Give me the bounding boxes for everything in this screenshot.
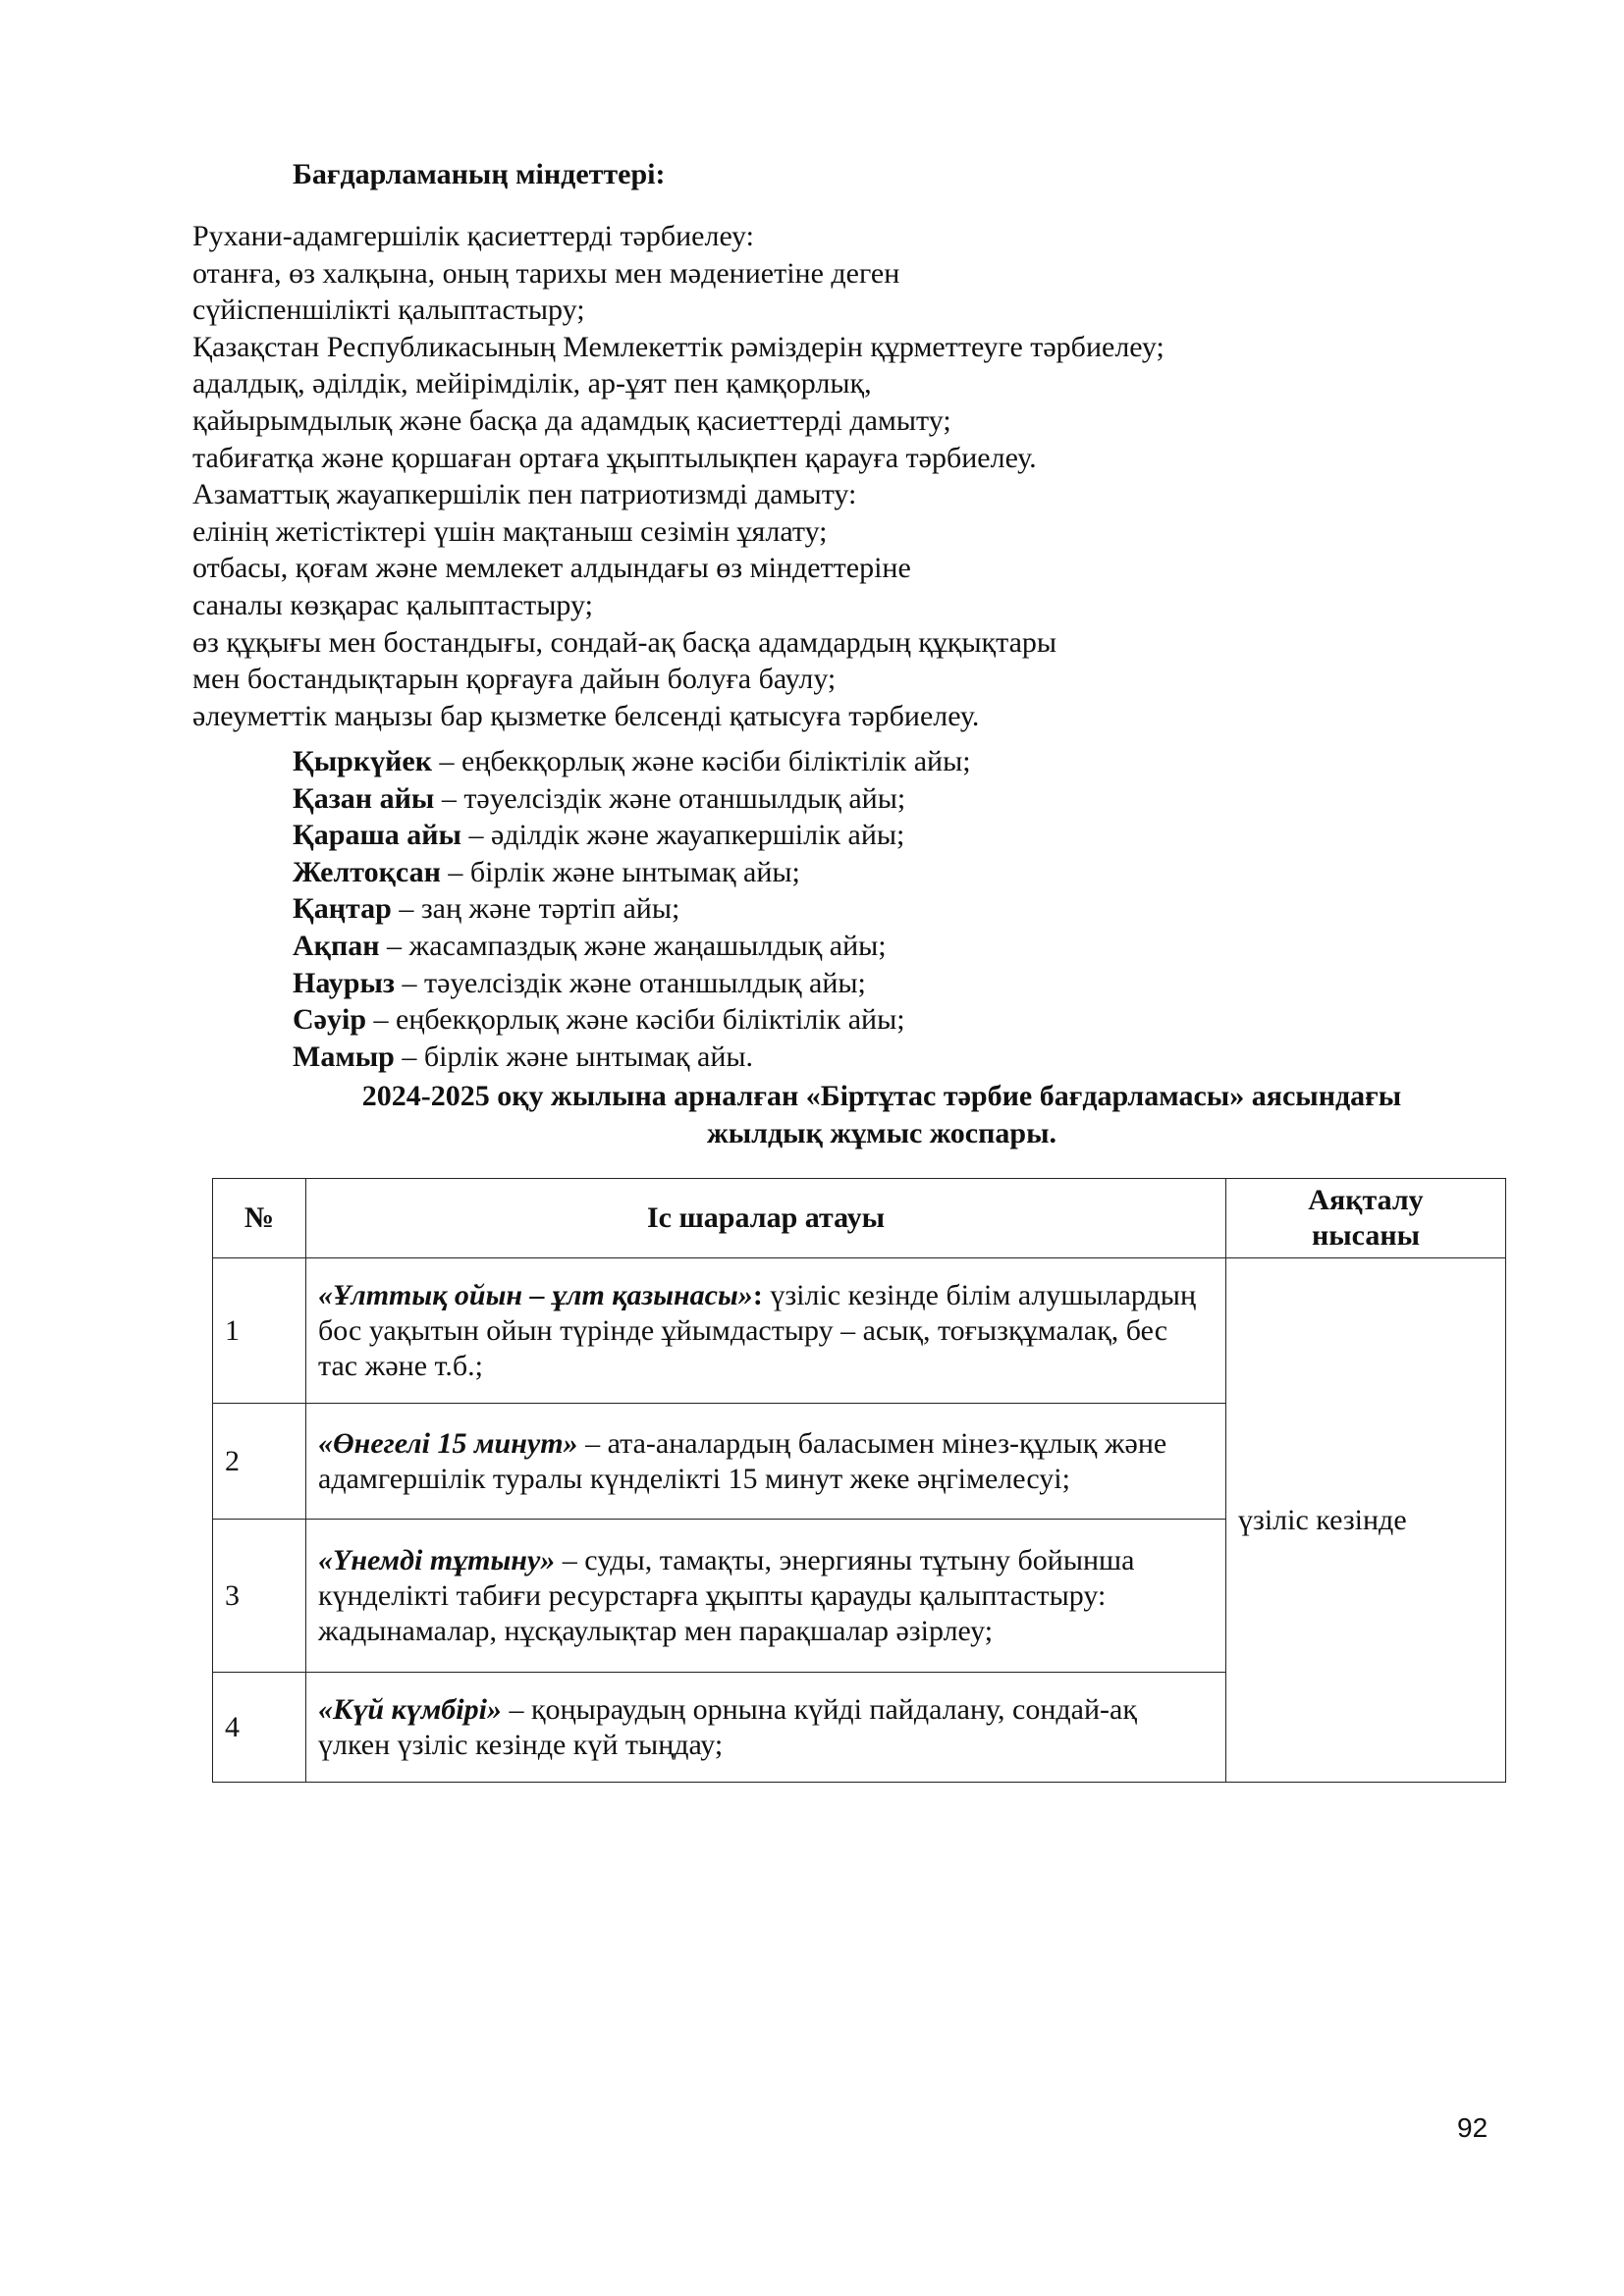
month-name: Қыркүйек (293, 745, 433, 777)
header-completion-form (1226, 1179, 1506, 1258)
event-separator: : (752, 1278, 771, 1311)
month-name: Сәуір (293, 1003, 366, 1037)
month-item (293, 890, 971, 928)
months-list (293, 743, 971, 1075)
event-cell (306, 1404, 1226, 1520)
tasks-heading: Бағдарламаның міндеттері: (293, 158, 666, 190)
event-title: «Үнемді тұтыну» (318, 1543, 556, 1576)
tasks-line: өз құқығы мен бостандығы, сондай-ақ басқа адамдардың құқықтары (192, 625, 1057, 659)
row-number: 2 (213, 1404, 306, 1520)
month-description: – әділдік және жауапкершілік айы; (460, 819, 905, 852)
month-description: – жасампаздық және жаңашылдық айы; (379, 929, 887, 962)
event-separator: – (555, 1543, 585, 1576)
month-item (293, 1039, 971, 1076)
event-cell (306, 1520, 1226, 1673)
page-number: 92 (1457, 2112, 1489, 2143)
month-description: – еңбекқорлық және кәсіби біліктілік айы; (432, 745, 971, 777)
event-description: суды, тамақты, энергияны тұтыну бойынша күнделікті табиғи ресурстарға ұқыпты қарауды қалыптастыру: жадынамалар, нұсқаулықтар мен парақшалар әзірлеу; (318, 1543, 1135, 1647)
event-description: ата-аналардың баласымен мінез-құлық және адамгершілік туралы күнделікті 15 минут жеке әңгімелесуі; (318, 1426, 1167, 1495)
event-title: «Күй күмбірі» (318, 1692, 502, 1726)
completion-form-cell: үзіліс кезінде (1226, 1258, 1506, 1783)
month-item (293, 928, 971, 965)
table-row (213, 1258, 1506, 1404)
header-number: № (213, 1179, 306, 1258)
event-title: «Өнегелі 15 минут» (318, 1426, 578, 1460)
month-item (293, 780, 971, 818)
month-name: Мамыр (293, 1040, 395, 1073)
tasks-line: сүйіспеншілікті қалыптастыру; (192, 294, 585, 327)
header-completion-form-line: нысаны (1311, 1219, 1421, 1252)
plan-title (293, 1078, 1471, 1152)
month-name: Қараша айы (293, 819, 461, 852)
event-cell (306, 1673, 1226, 1783)
tasks-line: мен бостандықтарын қорғауға дайын болуға баулу; (192, 663, 837, 696)
month-description: – тәуелсіздік және отаншылдық айы; (394, 966, 866, 999)
tasks-line: Қазақстан Республикасының Мемлекеттік рәміздерін құрметтеуге тәрбиелеу; (192, 330, 1164, 363)
tasks-line: отанға, өз халқына, оның тарихы мен мәдениетіне деген (192, 256, 900, 290)
month-item (293, 743, 971, 780)
tasks-line: елінің жетістіктері үшін мақтаныш сезімін ұялату; (192, 514, 828, 548)
tasks-line: Рухани-адамгершілік қасиеттерді тәрбиелеу: (192, 220, 754, 252)
row-number: 1 (213, 1258, 306, 1404)
month-name: Қазан айы (293, 781, 435, 815)
tasks-line: отбасы, қоғам және мемлекет алдындағы өз міндеттеріне (192, 552, 911, 585)
month-item (293, 965, 971, 1002)
event-cell (306, 1258, 1226, 1404)
month-item (293, 1001, 971, 1039)
tasks-line: қайырымдылық және басқа да адамдық қасиеттерді дамыту; (192, 403, 951, 437)
month-name: Қаңтар (293, 892, 392, 926)
month-name: Желтоқсан (293, 855, 441, 888)
tasks-line: адалдық, әділдік, мейірімділік, ар-ұят пен қамқорлық, (192, 367, 872, 400)
header-event-name: Іс шаралар атауы (306, 1179, 1226, 1258)
tasks-line: саналы көзқарас қалыптастыру; (192, 588, 593, 621)
event-separator: – (577, 1426, 608, 1460)
month-description: – тәуелсіздік және отаншылдық айы; (434, 781, 906, 815)
month-description: – бірлік және ынтымақ айы. (394, 1040, 754, 1073)
month-description: – заң және тәртіп айы; (391, 892, 680, 926)
event-title: «Ұлттық ойын – ұлт қазынасы» (318, 1278, 753, 1311)
tasks-line: әлеуметтік маңызы бар қызметке белсенді қатысуға тәрбиелеу. (192, 699, 980, 732)
plan-title-line: жылдық жұмыс жоспары. (706, 1117, 1057, 1149)
row-number: 3 (213, 1520, 306, 1673)
plan-table (212, 1178, 1506, 1783)
event-description: үзіліс кезінде білім алушылардың бос уақытын ойын түрінде ұйымдастыру – асық, тоғызқұмалақ, бес тас және т.б.; (318, 1278, 1197, 1382)
tasks-line: Азаматтық жауапкершілік пен патриотизмді дамыту: (192, 478, 857, 511)
month-name: Ақпан (293, 929, 380, 962)
event-description: қоңыраудың орнына күйді пайдалану, сондай-ақ үлкен үзіліс кезінде күй тыңдау; (318, 1692, 1137, 1761)
plan-title-line: 2024-2025 оқу жылына арналған «Біртұтас тәрбие бағдарламасы» аясындағы (361, 1080, 1402, 1112)
month-name: Наурыз (293, 966, 395, 999)
tasks-paragraph (192, 218, 1528, 734)
month-description: – бірлік және ынтымақ айы; (440, 855, 800, 888)
tasks-line: табиғатқа және қоршаған ортаға ұқыптылықпен қарауға тәрбиелеу. (192, 441, 1037, 474)
table-header-row (213, 1179, 1506, 1258)
row-number: 4 (213, 1673, 306, 1783)
header-completion-form-line: Аяқталу (1308, 1184, 1424, 1216)
month-item (293, 854, 971, 891)
event-separator: – (501, 1692, 531, 1726)
month-item (293, 817, 971, 854)
month-description: – еңбекқорлық және кәсіби біліктілік айы; (366, 1003, 905, 1037)
